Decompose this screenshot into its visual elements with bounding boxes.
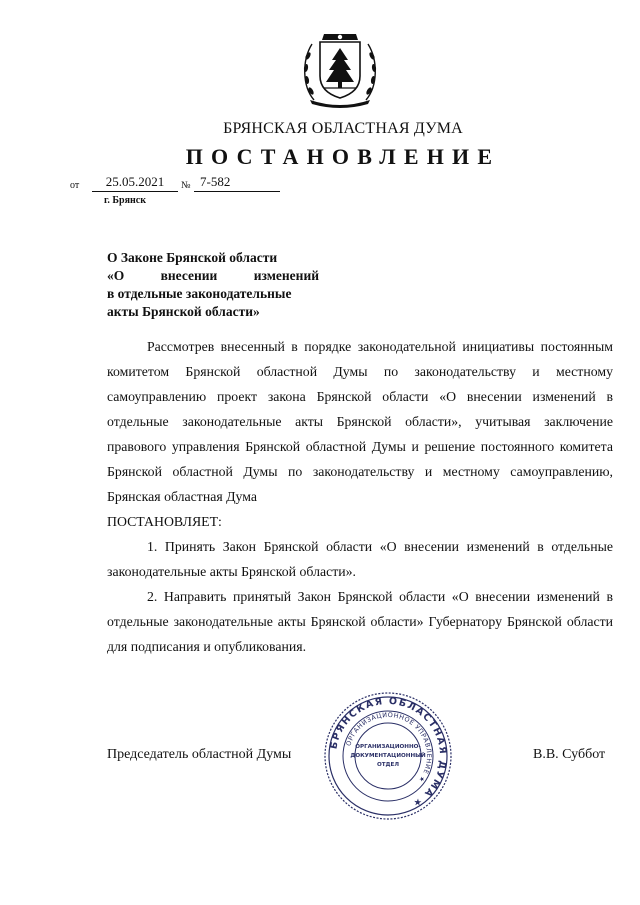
coat-of-arms-emblem [300,30,380,108]
signatory-name: В.В. Суббот [533,747,606,762]
svg-text:ДОКУМЕНТАЦИОННЫЙ: ДОКУМЕНТАЦИОННЫЙ [350,753,426,759]
document-body [107,334,613,659]
subject-line: акты Брянской области» [107,304,260,319]
signatory-title: Председатель областной Думы [107,747,292,762]
preamble-paragraph: Рассмотрев внесенный в порядке законодательной инициативы постоянным комитетом Брянской областной Думы по законодательству и местному самоуправлению проект закона Брянской области «О внесении изменений в отдельные законодательные акты Брянской области», учитывая заключение правового управления Брянской областной Думы и решение постоянного комитета Брянской областной Думы по законодательству и местному самоуправлению, Брянская областная Дума [107,339,613,504]
date-label: от [70,180,80,191]
subject-line: О Законе Брянской области [107,250,278,265]
document-type-title: ПОСТАНОВЛЕНИЕ [185,144,501,169]
svg-text:БРЯНСКАЯ ОБЛАСТНАЯ ДУМА ★: БРЯНСКАЯ ОБЛАСТНАЯ ДУМА ★ [328,695,449,810]
document-date: 25.05.2021 [92,174,178,192]
svg-text:ОРГАНИЗАЦИОННО-: ОРГАНИЗАЦИОННО- [355,744,421,750]
organization-name: БРЯНСКАЯ ОБЛАСТНАЯ ДУМА [223,120,463,137]
svg-text:ОТДЕЛ: ОТДЕЛ [376,762,400,768]
official-seal-stamp [322,690,454,822]
city-label: г. Брянск [104,195,146,206]
number-label: № [181,180,191,191]
resolves-heading: ПОСТАНОВЛЯЕТ: [107,514,222,529]
subject-line: в отдельные законодательные [107,286,292,301]
document-number: 7-582 [194,174,280,192]
svg-text:ОРГАНИЗАЦИОННОЕ УПРАВЛЕНИЕ ★: ОРГАНИЗАЦИОННОЕ УПРАВЛЕНИЕ ★ [344,710,434,785]
resolution-item-2: 2. Направить принятый Закон Брянской области «О внесении изменений в отдельные законодательные акты Брянской области» Губернатору Брянской области для подписания и опубликования. [107,589,613,654]
document-subject [107,249,319,321]
resolution-item-1: 1. Принять Закон Брянской области «О внесении изменений в отдельные законодательные акты Брянской области». [107,539,613,579]
subject-line: «О внесении изменений [107,268,319,283]
